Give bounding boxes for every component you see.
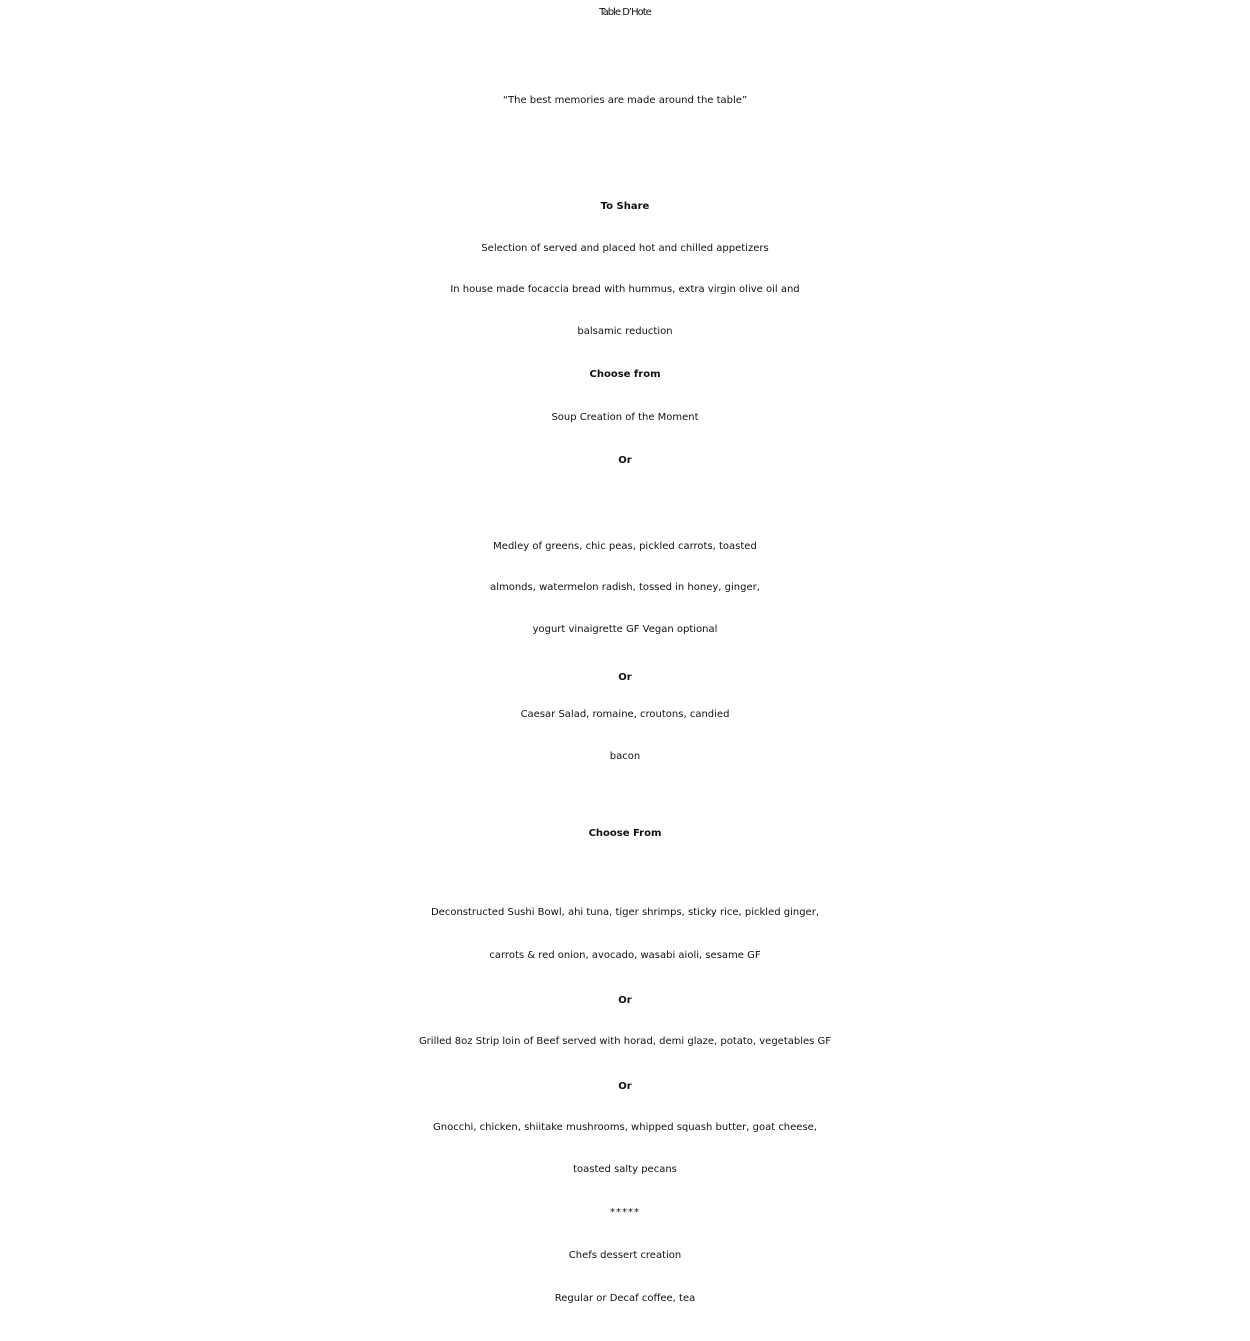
main-sushi-line: carrots & red onion, avocado, wasabi aioli, sesame GF bbox=[489, 950, 761, 961]
or-separator: Or bbox=[618, 995, 632, 1006]
main-sushi-line: Deconstructed Sushi Bowl, ahi tuna, tiger shrimps, sticky rice, pickled ginger, bbox=[430, 907, 820, 918]
starter-medley-line: yogurt vinaigrette GF Vegan optional bbox=[532, 624, 718, 635]
main-beef: Grilled 8oz Strip loin of Beef served with horad, demi glaze, potato, vegetables GF bbox=[418, 1036, 832, 1047]
or-separator: Or bbox=[618, 455, 632, 466]
starter-medley-line: almonds, watermelon radish, tossed in honey, ginger, bbox=[490, 582, 760, 593]
dessert-line: Chefs dessert creation bbox=[568, 1250, 682, 1261]
or-separator: Or bbox=[618, 672, 632, 683]
menu-tagline: “The best memories are made around the table” bbox=[502, 95, 748, 106]
to-share-heading: To Share bbox=[600, 201, 650, 212]
starter-caesar-line: Caesar Salad, romaine, croutons, candied bbox=[520, 709, 730, 720]
starter-soup: Soup Creation of the Moment bbox=[551, 412, 699, 423]
starter-caesar-line: bacon bbox=[609, 751, 641, 762]
to-share-line: balsamic reduction bbox=[577, 326, 673, 337]
main-gnocchi-line: toasted salty pecans bbox=[573, 1164, 677, 1175]
starters-heading: Choose from bbox=[589, 369, 661, 380]
dessert-line: Regular or Decaf coffee, tea bbox=[554, 1293, 696, 1304]
or-separator: Or bbox=[618, 1081, 632, 1092]
section-separator: ***** bbox=[610, 1207, 640, 1218]
to-share-line: Selection of served and placed hot and chilled appetizers bbox=[481, 243, 769, 254]
main-gnocchi-line: Gnocchi, chicken, shiitake mushrooms, whipped squash butter, goat cheese, bbox=[433, 1122, 817, 1133]
mains-heading: Choose From bbox=[588, 828, 662, 839]
starter-medley-line: Medley of greens, chic peas, pickled carrots, toasted bbox=[493, 541, 757, 552]
menu-title: Table D’Hote bbox=[599, 7, 651, 18]
to-share-line: In house made focaccia bread with hummus, extra virgin olive oil and bbox=[450, 284, 800, 295]
